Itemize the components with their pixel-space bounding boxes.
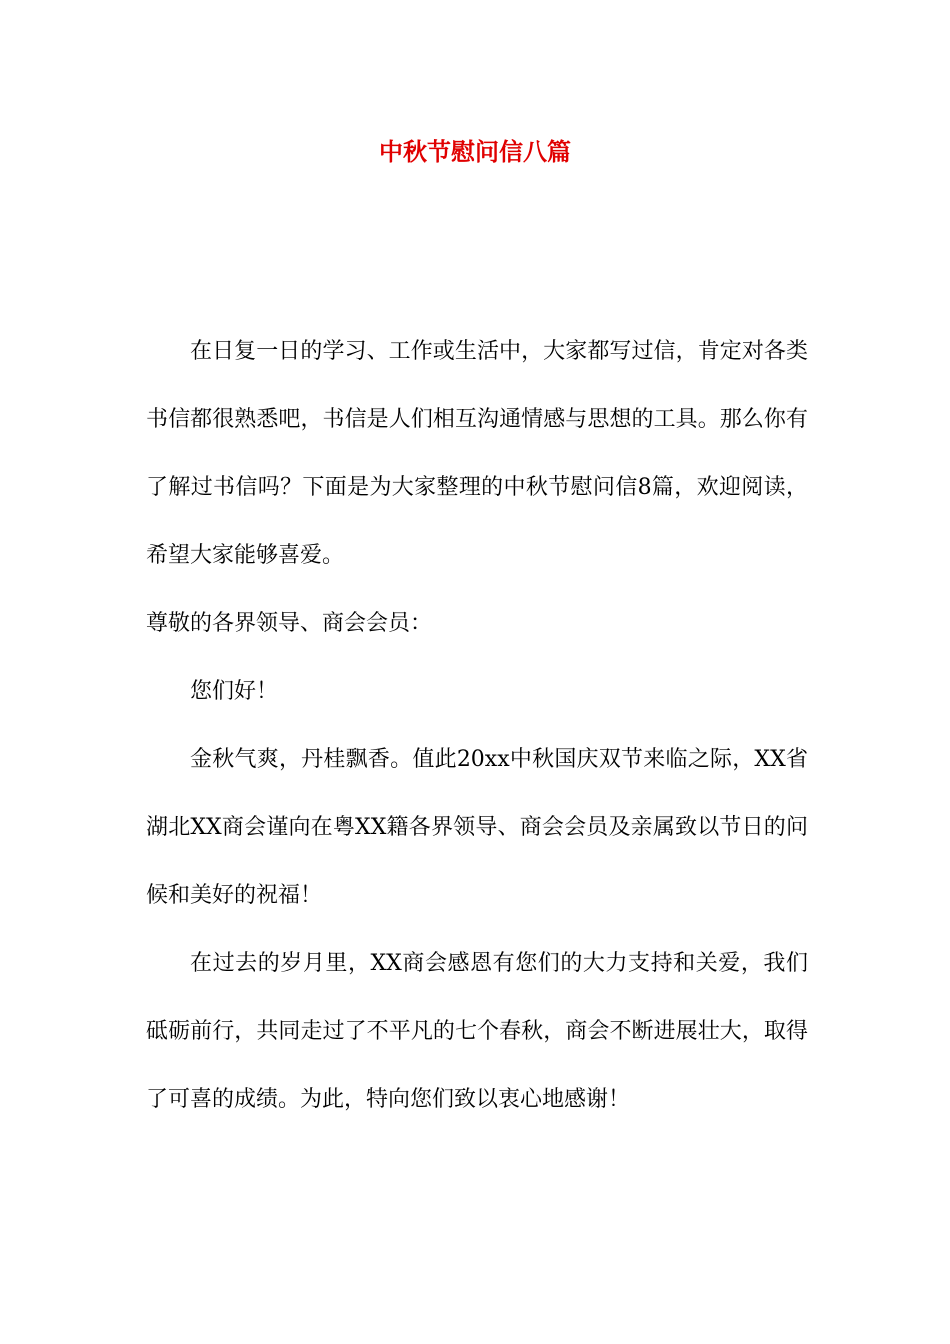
body-paragraph-1: 金秋气爽，丹桂飘香。值此20xx中秋国庆双节来临之际，XX省湖北XX商会谨向在粤XX籍各界领导、商会会员及亲属致以节日的问候和美好的祝福！ (146, 747, 808, 908)
document-body (146, 318, 808, 1134)
document-title: 中秋节慰问信八篇 (379, 137, 571, 166)
salutation: 尊敬的各界领导、商会会员： (146, 611, 433, 636)
body-paragraph-2: 在过去的岁月里，XX商会感恩有您们的大力支持和关爱，我们砥砺前行，共同走过了不平凡的七个春秋，商会不断进展壮大，取得了可喜的成绩。为此，特向您们致以衷心地感谢！ (146, 951, 808, 1112)
intro-paragraph: 在日复一日的学习、工作或生活中，大家都写过信，肯定对各类书信都很熟悉吧，书信是人们相互沟通情感与思想的工具。那么你有了解过书信吗？下面是为大家整理的中秋节慰问信8篇，欢迎阅读，希望大家能够喜爱。 (146, 339, 808, 568)
greeting: 您们好！ (190, 679, 279, 704)
